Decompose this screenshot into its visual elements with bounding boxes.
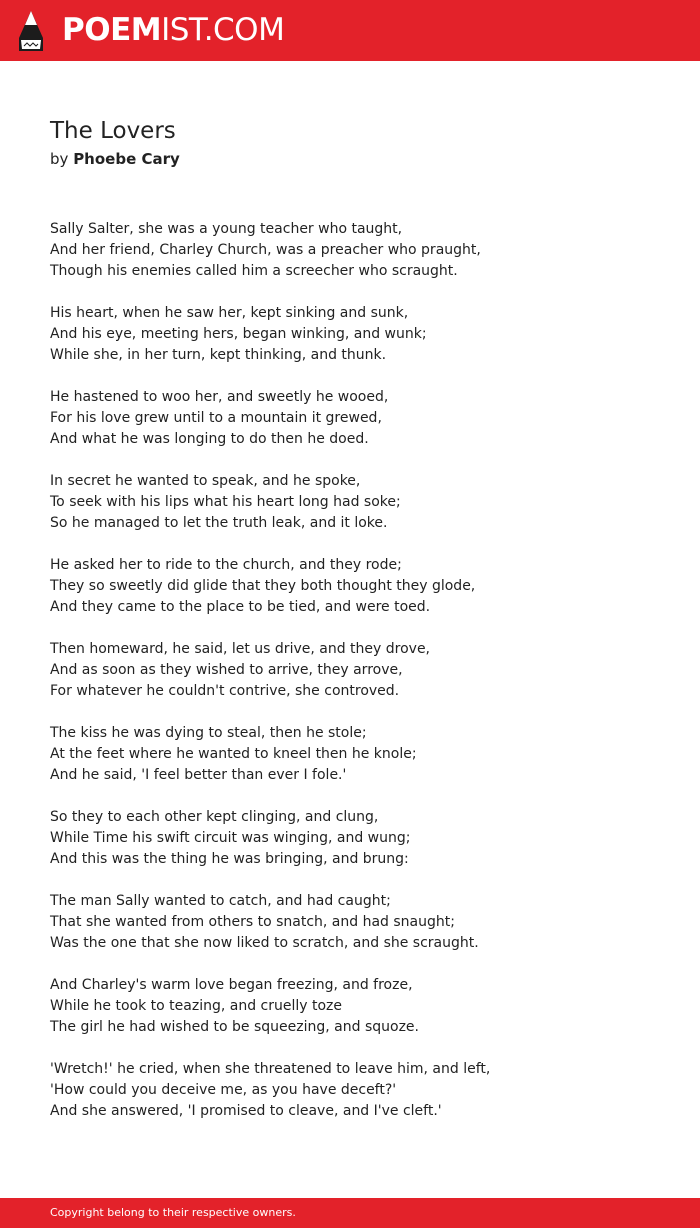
poem-line: The man Sally wanted to catch, and had caught; — [50, 893, 391, 909]
poem-stanza — [50, 387, 670, 450]
site-logo[interactable] — [62, 10, 284, 50]
poem-stanza — [50, 219, 670, 282]
poem-line: 'Wretch!' he cried, when she threatened to leave him, and left, — [50, 1061, 491, 1077]
poem-line: 'How could you deceive me, as you have deceft?' — [50, 1082, 397, 1098]
poem-stanza — [50, 891, 670, 954]
poem-body — [50, 219, 670, 1143]
poem-line: For whatever he couldn't contrive, she controved. — [50, 683, 400, 699]
poem-line: The kiss he was dying to steal, then he stole; — [50, 725, 367, 741]
poem-line: And what he was longing to do then he doed. — [50, 431, 369, 447]
poem-stanza — [50, 639, 670, 702]
poem-line: And he said, 'I feel better than ever I fole.' — [50, 767, 347, 783]
poem-line: Though his enemies called him a screecher who scraught. — [50, 263, 458, 279]
poem-line: Then homeward, he said, let us drive, and they drove, — [50, 641, 431, 657]
poem-line: To seek with his lips what his heart long had soke; — [50, 494, 401, 510]
poem-line: The girl he had wished to be squeezing, and squoze. — [50, 1019, 419, 1035]
pencil-tip-icon[interactable] — [17, 10, 45, 52]
poem-line: Was the one that she now liked to scratch, and she scraught. — [50, 935, 479, 951]
poem-line: For his love grew until to a mountain it grewed, — [50, 410, 382, 426]
poem-line: He hastened to woo her, and sweetly he wooed, — [50, 389, 389, 405]
site-footer — [0, 1198, 700, 1228]
poem-line: And she answered, 'I promised to cleave, and I've cleft.' — [50, 1103, 442, 1119]
poem-line: His heart, when he saw her, kept sinking and sunk, — [50, 305, 409, 321]
poem-line: While she, in her turn, kept thinking, and thunk. — [50, 347, 387, 363]
logo-light-text: IST.COM — [161, 12, 285, 48]
poem-stanza — [50, 303, 670, 366]
poem-stanza — [50, 1059, 670, 1122]
poem-line: And Charley's warm love began freezing, and froze, — [50, 977, 413, 993]
site-header — [0, 0, 700, 61]
poem-line: In secret he wanted to speak, and he spoke, — [50, 473, 361, 489]
poem-author: Phoebe Cary — [73, 150, 180, 168]
poem-line: They so sweetly did glide that they both thought they glode, — [50, 578, 476, 594]
poem-stanza — [50, 555, 670, 618]
by-label: by — [50, 150, 69, 168]
poem-line: While he took to teazing, and cruelly toze — [50, 998, 343, 1014]
poem-byline — [50, 149, 180, 169]
poem-line: So he managed to let the truth leak, and it loke. — [50, 515, 388, 531]
poem-line: So they to each other kept clinging, and clung, — [50, 809, 379, 825]
poem-line: He asked her to ride to the church, and they rode; — [50, 557, 402, 573]
poem-line: And her friend, Charley Church, was a preacher who praught, — [50, 242, 481, 258]
poem-stanza — [50, 723, 670, 786]
poem-line: And his eye, meeting hers, began winking, and wunk; — [50, 326, 427, 342]
poem-stanza — [50, 975, 670, 1038]
poem-line: That she wanted from others to snatch, and had snaught; — [50, 914, 455, 930]
poem-line: And this was the thing he was bringing, and brung: — [50, 851, 409, 867]
poem-title: The Lovers — [50, 118, 176, 144]
poem-line: And as soon as they wished to arrive, they arrove, — [50, 662, 403, 678]
copyright-text: Copyright belong to their respective owners. — [50, 1206, 296, 1219]
poem-stanza — [50, 807, 670, 870]
poem-line: Sally Salter, she was a young teacher who taught, — [50, 221, 403, 237]
poem-line: While Time his swift circuit was winging, and wung; — [50, 830, 411, 846]
poem-stanza — [50, 471, 670, 534]
poem-line: And they came to the place to be tied, and were toed. — [50, 599, 431, 615]
poem-line: At the feet where he wanted to kneel then he knole; — [50, 746, 417, 762]
logo-bold-text: POEM — [62, 12, 162, 48]
